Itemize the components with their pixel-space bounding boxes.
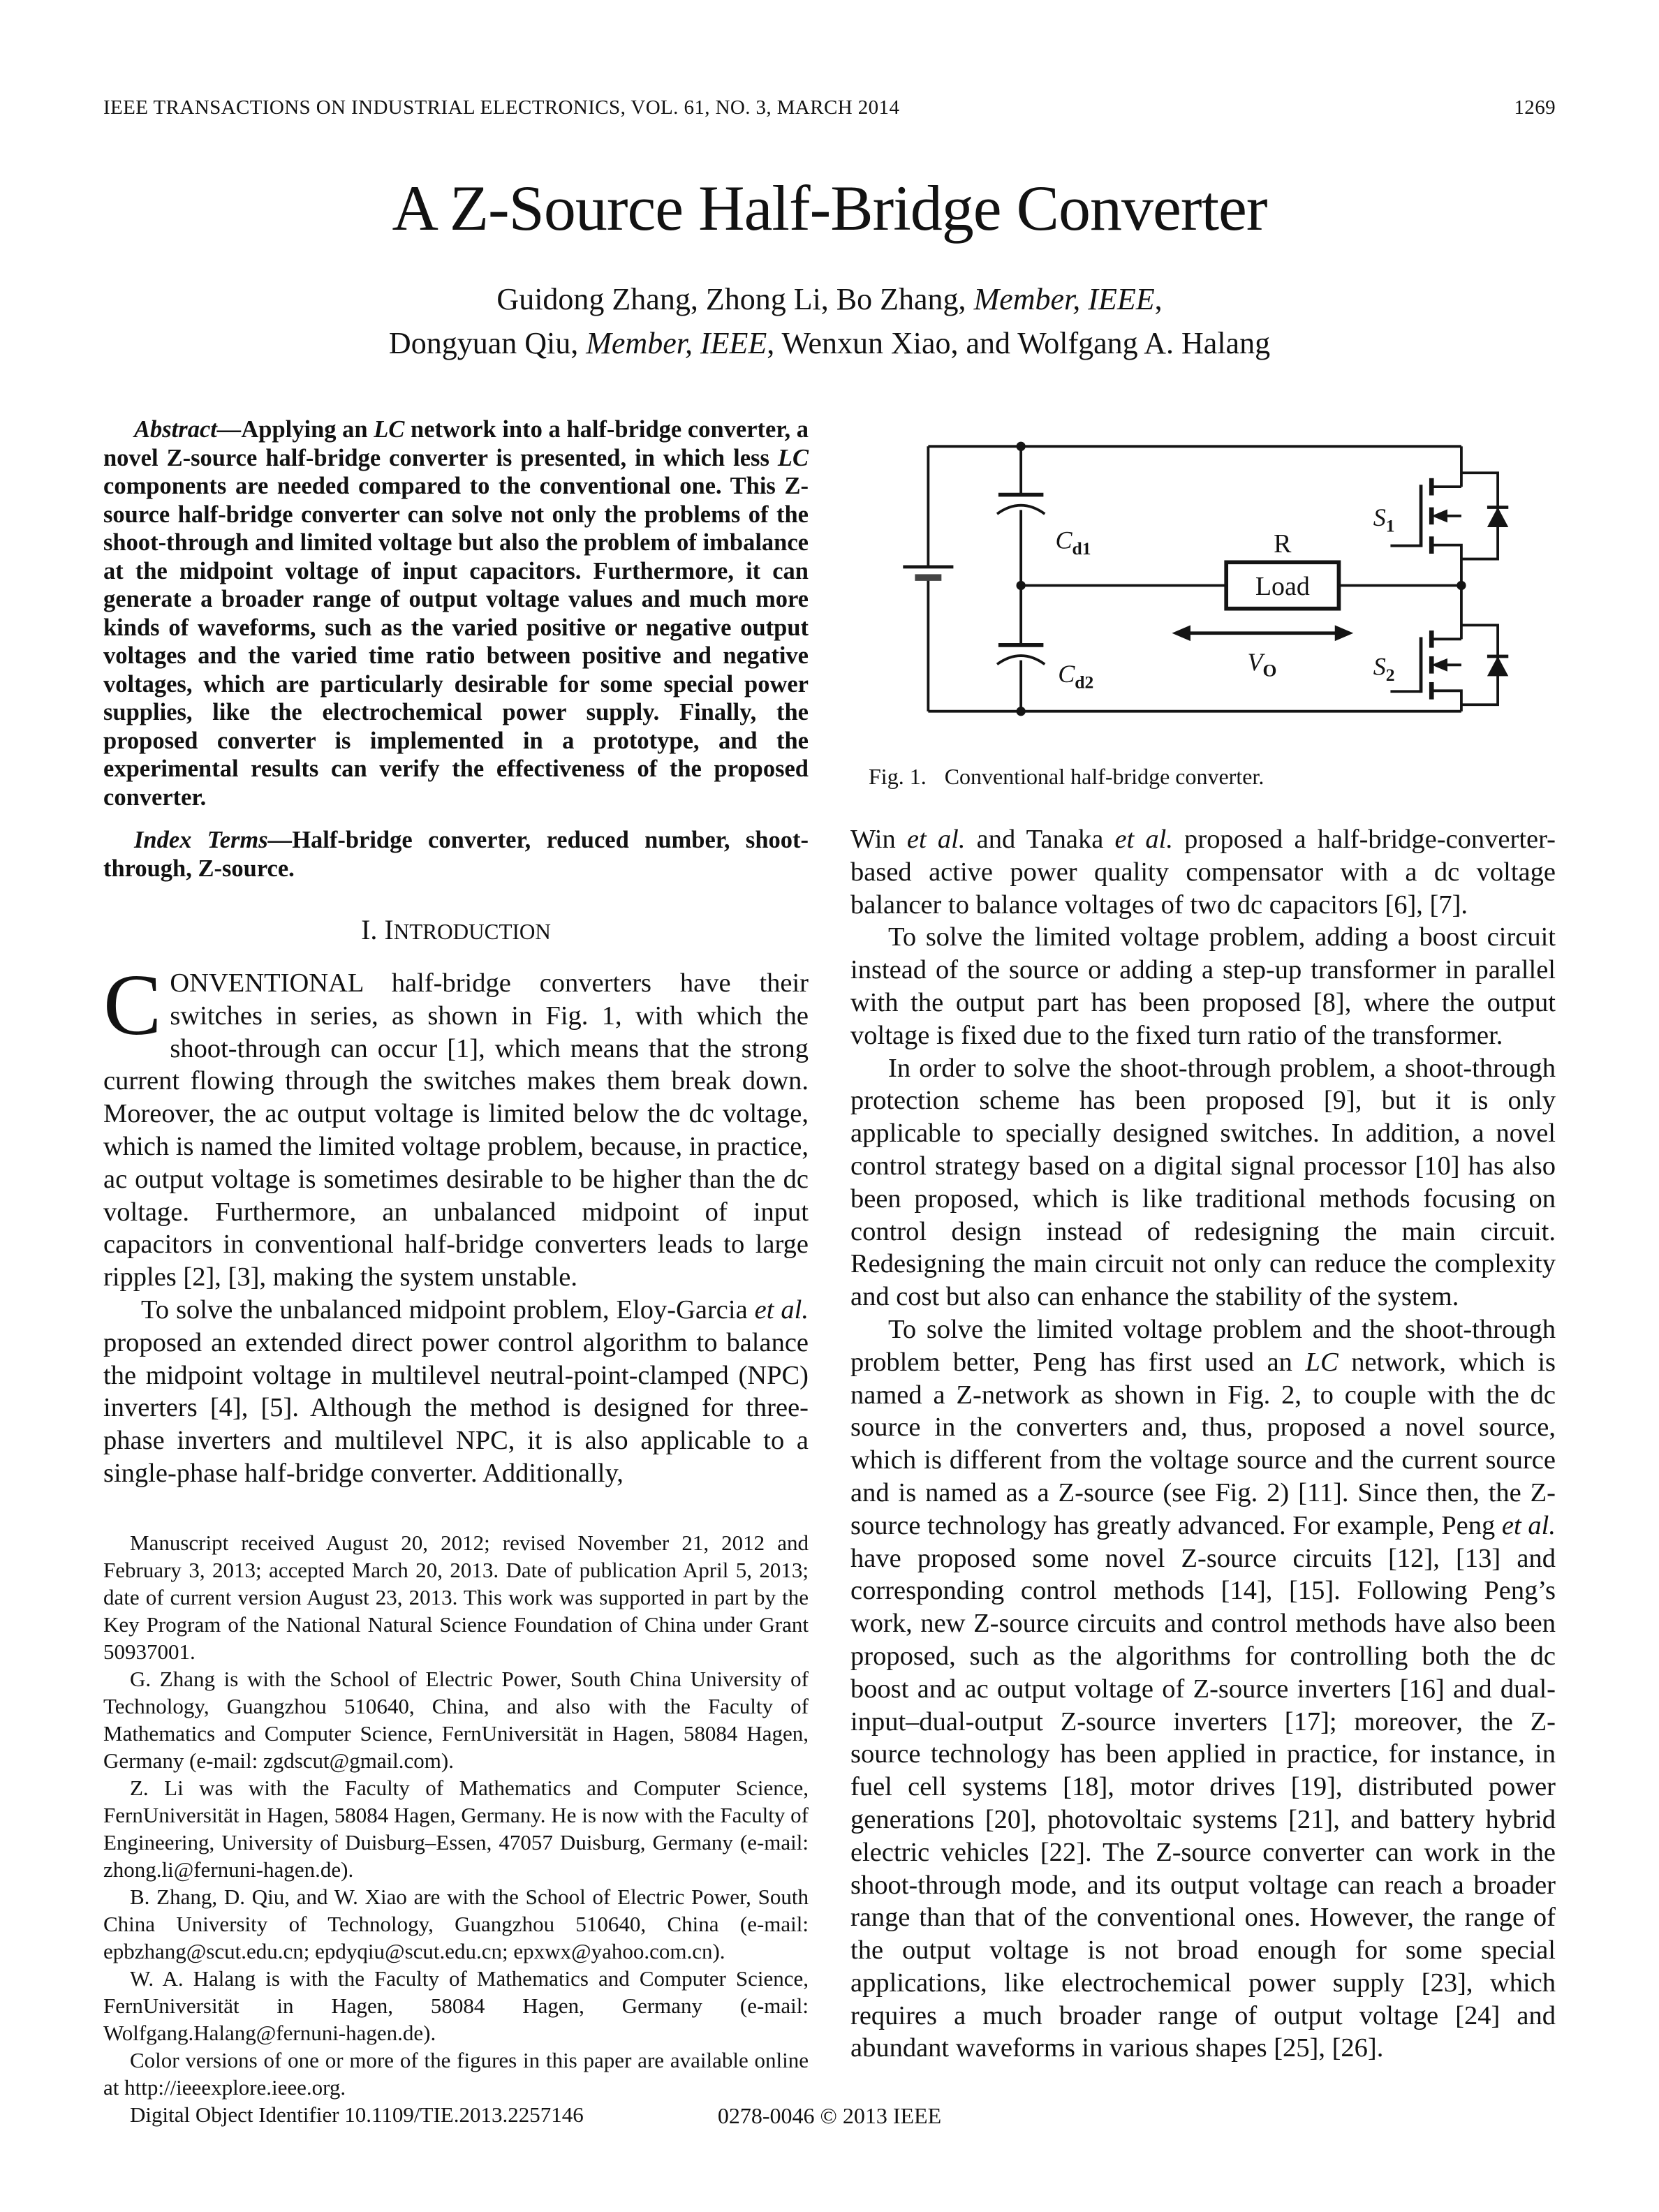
authors-line-2: Dongyuan Qiu, Member, IEEE, Wenxun Xiao, and Wolfgang A. Halang	[388, 326, 1271, 360]
col2-paragraph-4: To solve the limited voltage problem and the shoot-through problem better, Peng has first used an LC network, which is named a Z-network as shown in Fig. 2, to couple with the dc source in the converters and, thus, proposed a novel source, which is different from the voltage source and the current source and is named as a Z-source (see Fig. 2) [11]. Since then, the Z-source technology has greatly advanced. For example, Peng et al. have proposed some novel Z-source circuits [12], [13] and corresponding control methods [14], [15]. Following Peng’s work, new Z-source circuits and control methods have also been proposed, such as the algorithms for controlling both the dc boost and ac output voltage of Z-source inverters [16] and dual-input–dual-output Z-source inverters [17]; moreover, the Z-source technology has been applied in practice, for instance, in fuel cell systems [18], motor drives [19], distributed power generations [20], photovoltaic systems [21], and battery hybrid electric vehicles [22]. The Z-source converter can work in the shoot-through mode, and its output voltage can reach a broader range than that of the conventional ones. However, the range of the output voltage is not broad enough for some special applications, like electrochemical power supply [23], which requires a much broader range of output voltage [24] and abundant waveforms in various shapes [25], [26].	[850, 1314, 1556, 2063]
dc-source-battery-icon	[903, 567, 953, 577]
figure-1-caption-label: Fig. 1.	[869, 764, 927, 789]
index-terms: Index Terms—Half-bridge converter, reduced number, shoot-through, Z-source.	[103, 827, 809, 882]
drop-cap: C	[103, 957, 162, 1054]
footnote-color-versions: Color versions of one or more of the figures in this paper are available online at http://ieeexplore.ieee.org.	[103, 2047, 809, 2100]
junction-dot	[1017, 707, 1026, 716]
junction-dot	[1017, 442, 1026, 451]
page-header	[103, 96, 1556, 119]
switch-s2-mosfet-icon	[1390, 585, 1508, 711]
author-block	[103, 277, 1556, 365]
col2-paragraph-1: Win et al. and Tanaka et al. proposed a half-bridge-converter-based active power quality compensator with a dc voltage balancer to balance voltages of two dc capacitors [6], [7].	[850, 825, 1556, 920]
label-load: Load	[1255, 571, 1310, 601]
copyright-footer: 0278-0046 © 2013 IEEE	[717, 2103, 942, 2128]
footnote-affiliation-zli: Z. Li was with the Faculty of Mathematics and Computer Science, FernUniversität in Hagen, 58084 Hagen, Germany. He is now with the Faculty of Engineering, University of Duisburg–Essen, 47057 Duisburg, Germany (e-mail: zhong.li@fernuni-hagen.de).	[103, 1775, 809, 1882]
footnote-affiliation-bzhang: B. Zhang, D. Qiu, and W. Xiao are with the School of Electric Power, South China University of Technology, Guangzhou 510640, China (e-mail: epbzhang@scut.edu.cn; epdyqiu@scut.edu.cn; epxwx@yahoo.com.cn).	[103, 1884, 809, 1963]
figure-1-caption	[869, 764, 1556, 790]
switch-s1-mosfet-icon	[1390, 446, 1508, 585]
intro-paragraph-1	[103, 957, 809, 1294]
left-column	[103, 415, 809, 2128]
figure-1-circuit-diagram	[869, 418, 1538, 739]
label-s2: $S_2$	[1373, 652, 1395, 686]
abstract-paragraph: Abstract—Applying an LC network into a half-bridge converter, a novel Z-source half-bridge converter is presented, in which less LC components are needed compared to the conventional one. This Z-source half-bridge converter can solve not only the problems of the shoot-through and limited voltage but also the problem of imbalance at the midpoint voltage of input capacitors. Furthermore, it can generate a broader range of output voltage values and much more kinds of waveforms, such as the varied positive or negative output voltages and the varied time ratio between positive and negative voltages, which are particularly desirable for some special power supplies, like the electrochemical power supply. Finally, the proposed converter is implemented in a prototype, and the experimental results can verify the effectiveness of the proposed converter.	[103, 416, 809, 811]
label-cd2: $C_{d2}$	[1058, 659, 1094, 693]
footnote-affiliation-gzhang: G. Zhang is with the School of Electric Power, South China University of Technology, Guangzhou 510640, China, and also with the Faculty of Mathematics and Computer Science, FernUniversität in Hagen, 58084 Hagen, Germany (e-mail: zgdscut@gmail.com).	[103, 1666, 809, 1773]
label-cd1: $C_{d1}$	[1055, 526, 1091, 559]
intro-paragraph-1-text: ONVENTIONAL half-bridge converters have their switches in series, as shown in Fig. 1, with which the shoot-through can occur [1], which means that the strong current flowing through the switches makes them break down. Moreover, the ac output voltage is limited below the dc voltage, which is named the limited voltage problem, because, in practice, ac output voltage is sometimes desirable to be higher than the dc voltage. Furthermore, an unbalanced midpoint of input capacitors in conventional half-bridge converters leads to large ripples [2], [3], making the system unstable.	[103, 968, 809, 1292]
footnote-manuscript: Manuscript received August 20, 2012; revised November 21, 2012 and February 3, 2013; accepted March 20, 2013. Date of publication April 5, 2013; date of current version August 23, 2013. This work was supported in part by the Key Program of the National Natural Science Foundation of China under Grant 50937001.	[103, 1530, 809, 1664]
two-column-layout	[103, 415, 1556, 2128]
output-voltage-arrow-icon	[1172, 625, 1353, 641]
label-vo: $V_O$	[1247, 647, 1277, 681]
footnote-affiliation-whalang: W. A. Halang is with the Faculty of Mathematics and Computer Science, FernUniversität in Hagen, 58084 Hagen, Germany (e-mail: Wolfgang.Halang@fernuni-hagen.de).	[103, 1966, 809, 2045]
footnote-doi: Digital Object Identifier 10.1109/TIE.2013.2257146	[130, 2102, 584, 2127]
paper-title: A Z-Source Half-Bridge Converter	[392, 172, 1267, 244]
authors-line-1: Guidong Zhang, Zhong Li, Bo Zhang, Member, IEEE,	[496, 282, 1163, 316]
intro-paragraph-2: To solve the unbalanced midpoint problem, Eloy-Garcia et al. proposed an extended direct power control algorithm to balance the midpoint voltage in multilevel neutral-point-clamped (NPC) inverters [4], [5]. Although the method is designed for three-phase inverters and multilevel NPC, it is also applicable to a single-phase half-bridge converter. Additionally,	[103, 1295, 809, 1488]
right-column	[850, 415, 1556, 2128]
col2-paragraph-2: To solve the limited voltage problem, adding a boost circuit instead of the source or adding a step-up transformer in parallel with the output part has been proposed [8], where the output voltage is fixed due to the fixed turn ratio of the transformer.	[850, 922, 1556, 1050]
figure-1	[850, 418, 1556, 790]
figure-1-caption-text: Conventional half-bridge converter.	[944, 764, 1264, 789]
label-resistor-r: R	[1274, 529, 1292, 559]
page-number: 1269	[1514, 96, 1556, 119]
first-page-footnotes	[103, 1529, 809, 2128]
journal-header: IEEE TRANSACTIONS ON INDUSTRIAL ELECTRONICS, VOL. 61, NO. 3, MARCH 2014	[103, 96, 900, 119]
section-heading-introduction: I. INTRODUCTION	[361, 914, 551, 945]
label-s1: $S_1$	[1373, 503, 1395, 536]
col2-paragraph-3: In order to solve the shoot-through problem, a shoot-through protection scheme has been proposed [9], but it is only applicable to specially designed switches. In addition, a novel control strategy based on a digital signal processor [10] has also been proposed, which is like traditional methods focusing on control design instead of redesigning the main circuit. Redesigning the main circuit not only can reduce the complexity and cost but also can enhance the stability of the system.	[850, 1053, 1556, 1312]
